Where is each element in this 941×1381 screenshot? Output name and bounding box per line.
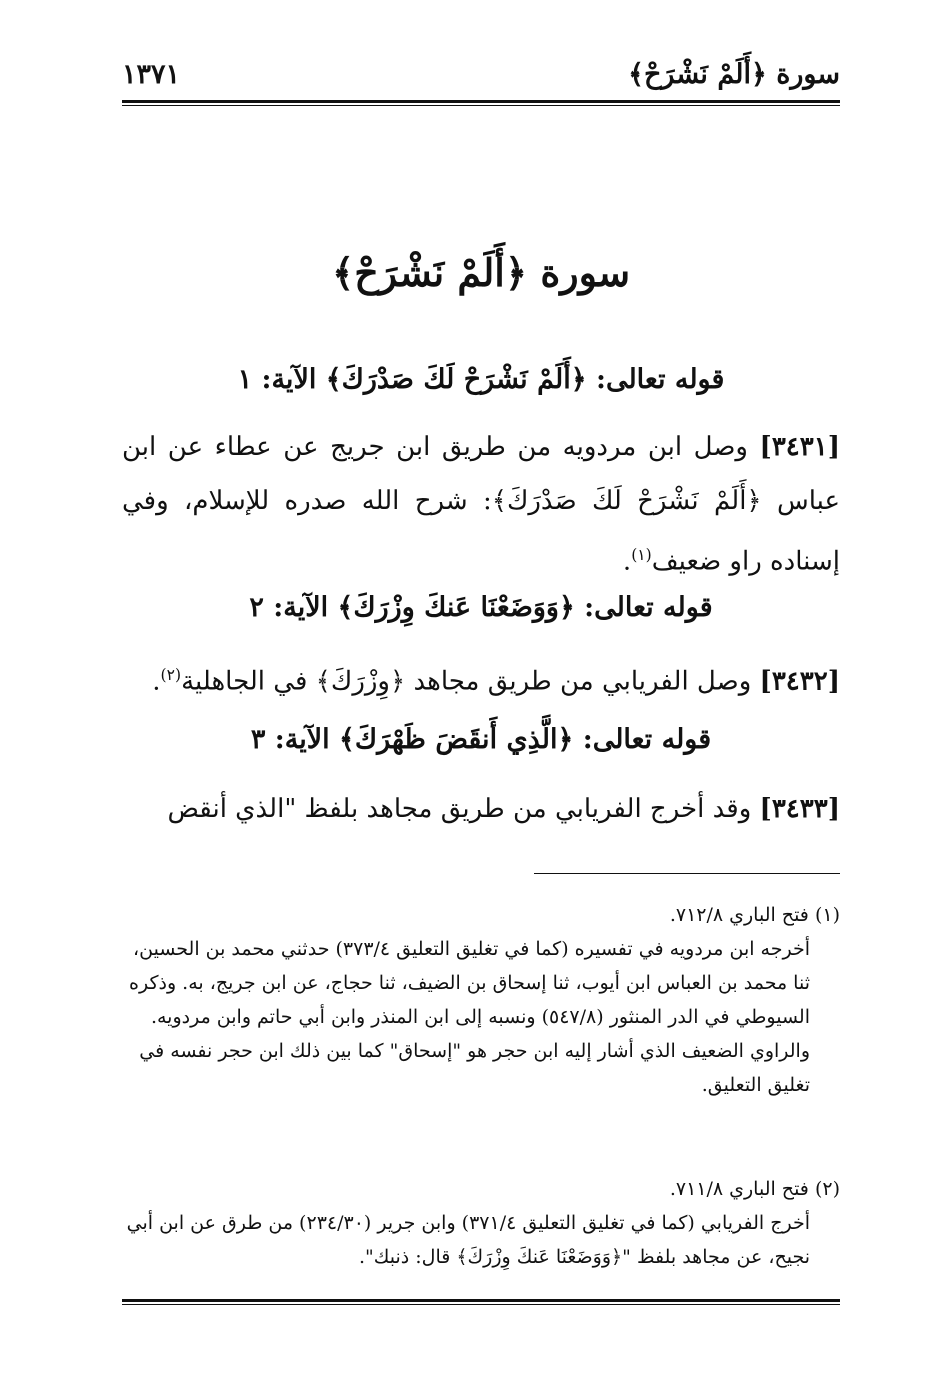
footnote-paragraph: أخرج الفريابي (كما في تغليق التعليق ٣٧١/٤) وابن جرير (٢٣٤/٣٠) من طرق عن ابن أبي نجيح، عن مجاهد بلفظ "﴿وَوَضَعْنَا عَنكَ وِزْرَكَ﴾ قال: ذنبك".: [126, 1212, 810, 1268]
surah-title: سورة ﴿أَلَمْ نَشْرَحْ﴾: [331, 250, 631, 295]
footnote-paragraph: أخرجه ابن مردويه في تفسيره (كما في تغليق التعليق ٣٧٣/٤) حدثني محمد بن الحسين، ثنا محمد بن العباس ابن أيوب، ثنا إسحاق بن الضيف، ثنا حجاج، عن ابن جريج، به. وذكره السيوطي في الدر المنثور (٥٤٧/٨) ونسبه إلى ابن المنذر وابن أبي حاتم وابن مردويه.: [129, 938, 810, 1028]
header-rule: [122, 100, 840, 106]
footnote-source: (٢) فتح الباري ٧١١/٨.: [669, 1178, 840, 1200]
entry-text: وصل ابن مردويه من طريق ابن جريج عن عطاء عن ابن عباس ﴿أَلَمْ نَشْرَحْ لَكَ صَدْرَكَ﴾: شرح الله صدره للإسلام، وفي إسناده راو ضعيف: [122, 432, 840, 577]
footnote-paragraph: والراوي الضعيف الذي أشار إليه ابن حجر هو "إسحاق" كما بين ذلك ابن حجر نفسه في تغليق التعليق.: [139, 1040, 810, 1096]
verse-heading-1: قوله تعالى: ﴿أَلَمْ نَشْرَحْ لَكَ صَدْرَكَ﴾ الآية: ١: [237, 364, 725, 395]
footer-rule: [122, 1299, 840, 1305]
footnote-ref[interactable]: (١): [631, 546, 652, 564]
entry-paragraph-3: [122, 782, 840, 836]
footnote-2: [122, 1172, 840, 1274]
entry-number: [٣٤٣٢]: [759, 666, 840, 697]
verse-heading-2: قوله تعالى: ﴿وَوَضَعْنَا عَنكَ وِزْرَكَ﴾ الآية: ٢: [249, 592, 713, 623]
entry-text: وقد أخرج الفريابي من طريق مجاهد بلفظ "الذي أنقض: [167, 794, 752, 824]
footnote-1: [122, 898, 840, 1102]
running-header-title: سورة ﴿أَلَمْ نَشْرَحْ﴾: [628, 59, 840, 90]
running-header: [122, 55, 840, 101]
entry-paragraph-2: [٣٤٣٢] وصل الفريابي من طريق مجاهد ﴿وِزْرَكَ﴾ في الجاهلية$^{(٢)}$.: [152, 666, 840, 697]
entry-text: وصل الفريابي من طريق مجاهد ﴿وِزْرَكَ﴾ في الجاهلية: [181, 666, 752, 697]
footnote-marker: (٢): [814, 1178, 840, 1200]
entry-paragraph-1: [٣٤٣١] وصل ابن مردويه من طريق ابن جريج عن عطاء عن ابن عباس ﴿أَلَمْ نَشْرَحْ لَكَ صَدْرَكَ﴾: شرح الله صدره للإسلام، وفي إسناده راو ضعيف$^{(١)}$.: [122, 432, 840, 577]
entry-number: [٣٤٣١]: [759, 432, 840, 462]
footnote-source: (١) فتح الباري ٧١٢/٨.: [669, 904, 840, 926]
footnote-separator: [534, 873, 840, 874]
footnote-marker: (١): [814, 904, 840, 926]
entry-number: [٣٤٣٣]: [759, 794, 840, 824]
footnote-ref[interactable]: (٢): [160, 666, 182, 684]
page-number: ١٣٧١: [122, 59, 181, 90]
verse-heading-3: قوله تعالى: ﴿الَّذِي أَنقَضَ ظَهْرَكَ﴾ الآية: ٣: [250, 724, 712, 755]
